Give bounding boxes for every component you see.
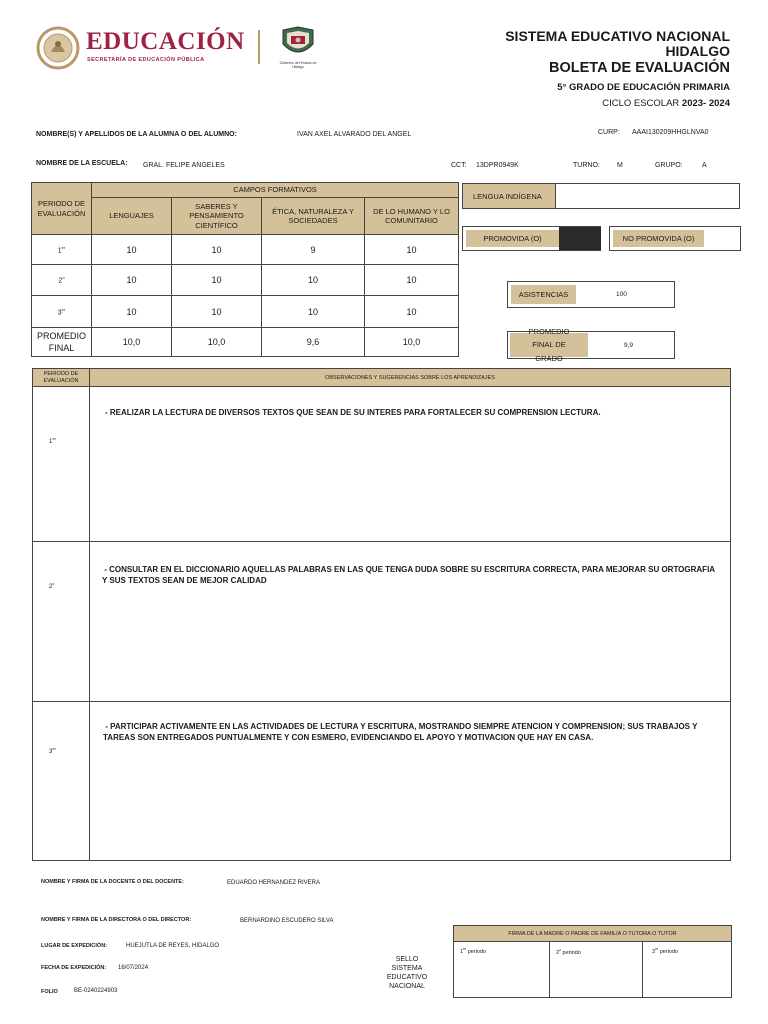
curp-label: CURP: — [598, 129, 620, 136]
grade-cell: 10 — [92, 265, 172, 296]
final-cell: 10,0 — [172, 328, 262, 357]
sello-text: SELLO SISTEMA EDUCATIVO NACIONAL — [386, 956, 428, 990]
col-saberes: SABERES Y PENSAMIENTO CIENTÍFICO — [172, 198, 262, 235]
asistencias-box — [507, 281, 675, 308]
final-cell: 10,0 — [92, 328, 172, 357]
firma-period: 1er periodo — [460, 947, 487, 955]
turno-label: TURNO: — [573, 162, 600, 169]
no-promovida-box — [609, 226, 741, 251]
grupo-label: GRUPO: — [655, 162, 683, 169]
student-name-label: NOMBRE(S) Y APELLIDOS DE LA ALUMNA O DEL ALUMNO: — [36, 131, 237, 138]
grades-final-row — [32, 328, 459, 357]
col-humano: DE LO HUMANO Y LO COMUNITARIO — [365, 198, 459, 235]
grade-cell: 10 — [172, 265, 262, 296]
grade-cell: 10 — [262, 265, 365, 296]
turno-value: M — [617, 162, 623, 169]
cct-label: CCT: — [451, 162, 467, 169]
sep-seal-icon — [36, 26, 80, 70]
director-label: NOMBRE Y FIRMA DE LA DIRECTORA O DEL DIRECTOR: — [41, 917, 192, 923]
hidalgo-shield-icon — [279, 26, 317, 60]
student-name-value: IVAN AXEL ALVARADO DEL ANGEL — [297, 131, 412, 138]
final-label: PROMEDIO FINAL — [32, 328, 92, 357]
parent-signature-table — [453, 925, 732, 998]
grade-cell: 10 — [365, 235, 459, 265]
asistencias-label: ASISTENCIAS — [518, 290, 569, 299]
cycle-label: CICLO ESCOLAR — [602, 98, 680, 109]
obs-period: 2$^o$ — [49, 581, 55, 590]
header-line3: BOLETA DE EVALUACIÓN — [549, 60, 730, 76]
firma-header: FIRMA DE LA MADRE O PADRE DE FAMILIA O TUTORA O TUTOR — [454, 926, 731, 942]
grade-cell: 9 — [262, 235, 365, 265]
header-line1: SISTEMA EDUCATIVO NACIONAL — [505, 28, 730, 44]
grade-cell: 10 — [365, 265, 459, 296]
logo-main-text: EDUCACIÓN — [86, 28, 245, 55]
obs-header: OBSERVACIONES Y SUGERENCIAS SOBRE LOS APRENDIZAJES — [325, 374, 495, 381]
obs-period: 1er — [49, 436, 56, 445]
lengua-label: LENGUA INDÍGENA — [473, 191, 542, 201]
grades-row — [32, 265, 459, 296]
lengua-value-field — [555, 183, 740, 209]
obs-text: - PARTICIPAR ACTIVAMENTE EN LAS ACTIVIDADES DE LECTURA Y ESCRITURA, MOSTRANDO SIEMPRE ATENCION Y COMPRENSION; SUS TRABAJOS Y TAREAS SON ENTREGADOS PUNTUALMENTE Y CON ESMERO, EVIDENCIANDO EL APOYO Y MOTIVACION QUE HAY EN CASA. — [103, 722, 700, 742]
grupo-value: A — [702, 162, 707, 169]
grades-period: 3er — [32, 296, 92, 328]
header-line2: HIDALGO — [665, 43, 730, 59]
obs-text: - REALIZAR LA LECTURA DE DIVERSOS TEXTOS QUE SEAN DE SU INTERES PARA FORTALECER SU COMPRENSION LECTURA. — [105, 408, 601, 417]
no-promovida-label: NO PROMOVIDA (O) — [622, 234, 695, 243]
firma-period: 2$^o$ periodo — [556, 948, 581, 956]
fecha-value: 16/07/2024 — [118, 965, 149, 971]
grades-row — [32, 235, 459, 265]
promedio-grado-label: PROMEDIO FINAL DE GRADO — [528, 326, 570, 363]
obs-period-header: PERIODO DE EVALUACIÓN — [43, 371, 79, 384]
col-etica: ÉTICA, NATURALEZA Y SOCIEDADES — [262, 198, 365, 235]
folio-label: FOLIO — [41, 989, 58, 995]
grade-cell: 10 — [92, 296, 172, 328]
logo-sub-text: SECRETARÍA DE EDUCACIÓN PÚBLICA — [87, 57, 205, 63]
cct-value: 13DPR0949K — [476, 162, 519, 169]
promovida-mark — [559, 227, 601, 250]
folio-value: BE-0240224903 — [74, 988, 118, 994]
curp-value: AAAI130209HHGLNVA0 — [632, 129, 709, 136]
grades-period-header: PERIODO DE EVALUACIÓN — [32, 183, 92, 235]
final-cell: 10,0 — [365, 328, 459, 357]
col-lenguajes: LENGUAJES — [92, 198, 172, 235]
obs-text: - CONSULTAR EN EL DICCIONARIO AQUELLAS PALABRAS EN LAS QUE TENGA DUDA SOBRE SU ESCRITURA CORRECTA, PARA MEJORAR SU ORTOGRAFIA Y SUS TEXTOS SEAN DE MEJOR CALIDAD — [102, 565, 717, 585]
grades-period: 1er — [32, 235, 92, 265]
school-label: NOMBRE DE LA ESCUELA: — [36, 160, 128, 167]
cycle-value: 2023- 2024 — [681, 98, 730, 109]
grade-cell: 10 — [262, 296, 365, 328]
grades-row — [32, 296, 459, 328]
obs-period: 3er — [49, 746, 56, 755]
grade-cell: 10 — [172, 296, 262, 328]
grade-cell: 10 — [172, 235, 262, 265]
lugar-label: LUGAR DE EXPEDICIÓN: — [41, 943, 108, 949]
campos-header: CAMPOS FORMATIVOS — [92, 183, 459, 198]
promovida-label: PROMOVIDA (O) — [483, 234, 542, 243]
lengua-label-box — [462, 183, 556, 209]
lugar-value: HUEJUTLA DE REYES, HIDALGO — [126, 943, 220, 949]
promedio-grado-box — [507, 326, 675, 363]
logo-divider — [258, 30, 260, 64]
state-caption: Gobierno del Estado de Hidalgo — [279, 61, 317, 70]
final-cell: 9,6 — [262, 328, 365, 357]
grade-cell: 10 — [365, 296, 459, 328]
docente-label: NOMBRE Y FIRMA DE LA DOCENTE O DEL DOCENTE: — [41, 879, 184, 885]
firma-period: 3er periodo — [652, 947, 679, 955]
fecha-label: FECHA DE EXPEDICIÓN: — [41, 965, 107, 971]
grades-period: 2$^o$ — [32, 265, 92, 296]
docente-value: EDUARDO HERNANDEZ RIVERA — [227, 880, 321, 886]
promedio-grado-value: 9,9 — [624, 342, 634, 349]
asistencias-value: 100 — [616, 291, 627, 298]
director-value: BERNARDINO ESCUDERO SILVA — [240, 918, 334, 924]
promovida-box — [462, 226, 601, 251]
grade-cell: 10 — [92, 235, 172, 265]
school-value: GRAL. FELIPE ANGELES — [143, 162, 225, 169]
grades-table — [31, 182, 459, 357]
observations-table — [32, 368, 731, 861]
header-grade: 5° GRADO DE EDUCACIÓN PRIMARIA — [557, 82, 730, 93]
